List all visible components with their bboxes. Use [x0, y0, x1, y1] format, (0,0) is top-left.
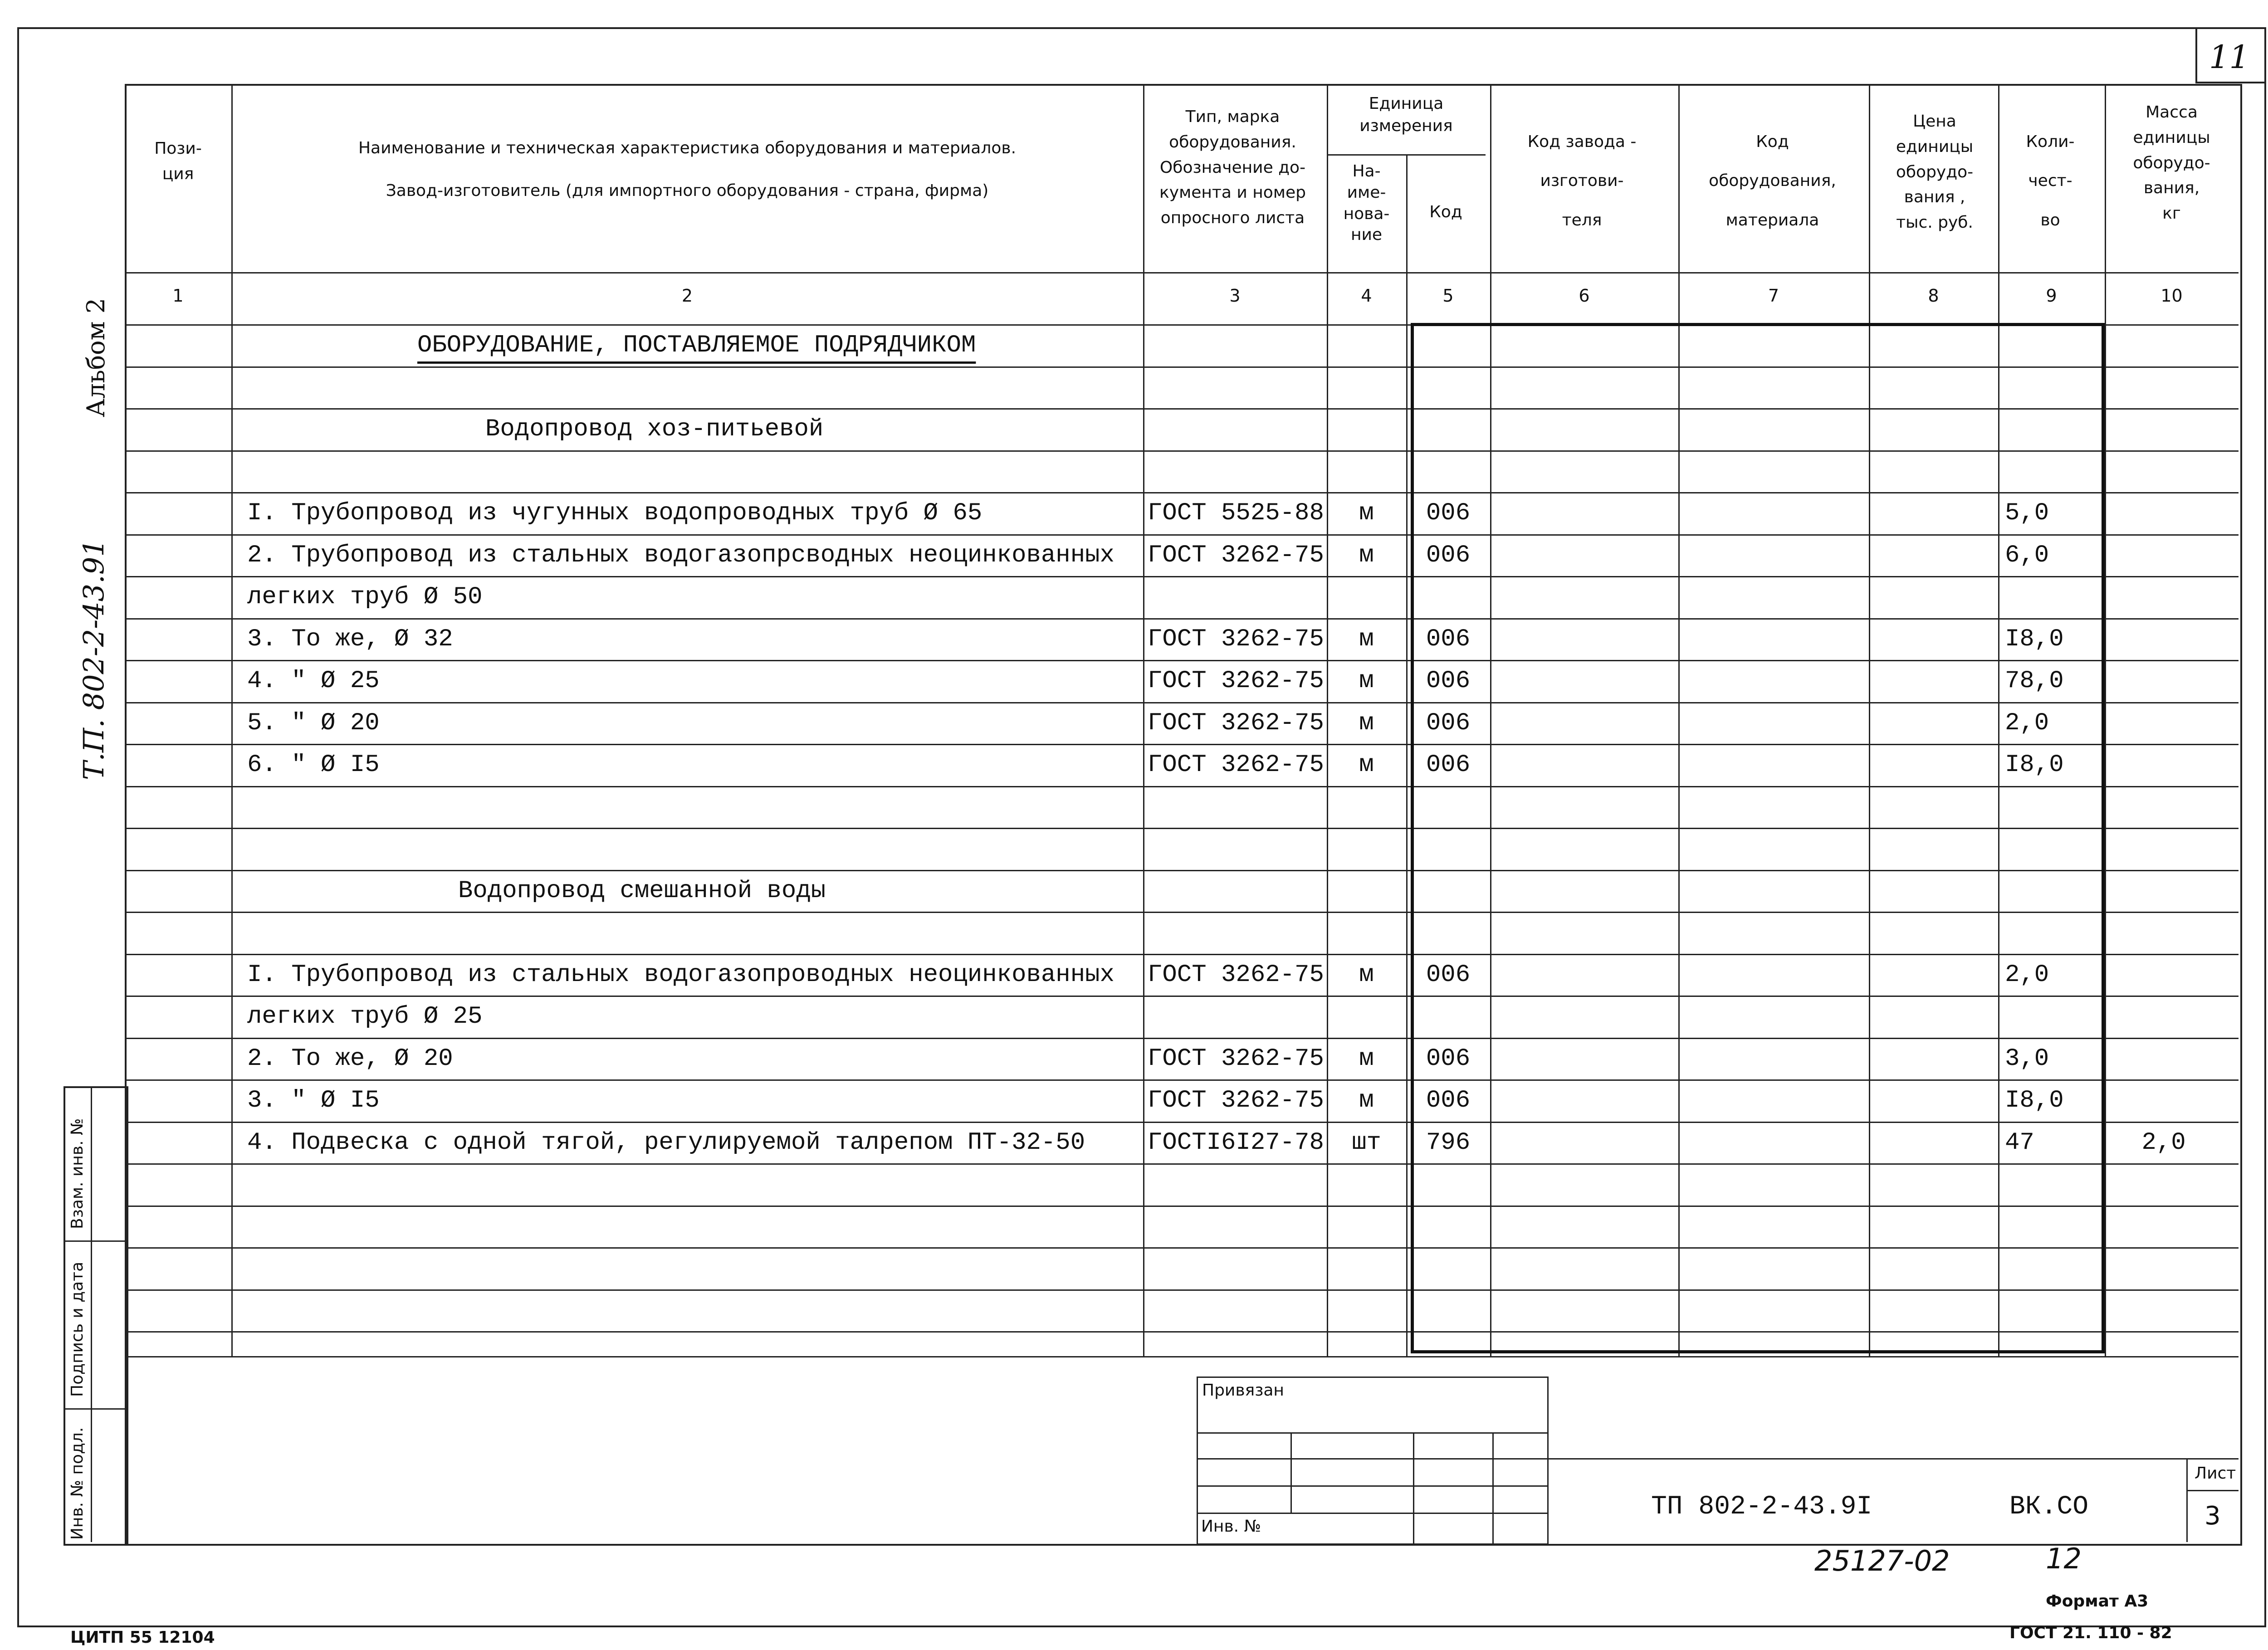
- cell-doc: ГОСТ 3262-75: [1148, 1087, 1324, 1114]
- handwritten-code: Т.П. 802-2-43.91: [77, 539, 110, 780]
- cell-name: I. Трубопровод из чугунных водопроводных труб Ø 65: [247, 499, 982, 527]
- cell-qty: 5,0: [2005, 499, 2049, 527]
- cell-unit: м: [1359, 709, 1374, 737]
- cell-qty: I8,0: [2005, 625, 2064, 653]
- privyazan-label: Привязан: [1202, 1381, 1284, 1400]
- list-label: Лист: [2195, 1464, 2236, 1483]
- cell-qty: I8,0: [2005, 1087, 2064, 1114]
- cell-code: 006: [1426, 541, 1471, 569]
- cell-code: 006: [1426, 961, 1471, 989]
- header-unit-code: Код: [1429, 203, 1462, 221]
- header-type-doc: Тип, марка оборудования. Обозначение до- кумента и номер опросного листа: [1159, 107, 1306, 228]
- column-number: 3: [1229, 286, 1241, 306]
- column-number: 4: [1361, 286, 1372, 306]
- cell-code: 006: [1426, 499, 1471, 527]
- column-number: 7: [1768, 286, 1779, 306]
- cell-unit: м: [1359, 1045, 1374, 1073]
- cell-name: 3. То же, Ø 32: [247, 625, 453, 653]
- cell-qty: 3,0: [2005, 1045, 2049, 1073]
- inv-podl-label: Инв. № подл.: [68, 1427, 87, 1540]
- header-mass: Масса единицы оборудо- вания, кг: [2133, 103, 2210, 223]
- cell-code: 006: [1426, 667, 1471, 695]
- cell-qty: I8,0: [2005, 751, 2064, 779]
- column-number: 1: [172, 286, 184, 306]
- cell-doc: ГОСТ 3262-75: [1148, 625, 1324, 653]
- cell-unit: м: [1359, 961, 1374, 989]
- cell-code: 006: [1426, 1087, 1471, 1114]
- cell-doc: ГОСТ 3262-75: [1148, 961, 1324, 989]
- cell-code: 006: [1426, 625, 1471, 653]
- project-code: ТП 802-2-43.9I: [1651, 1492, 1872, 1522]
- cell-name: 4. " Ø 25: [247, 667, 380, 695]
- cell-name: Водопровод смешанной воды: [458, 877, 826, 905]
- cell-name: Водопровод хоз-питьевой: [485, 415, 824, 443]
- cell-name: 4. Подвеска с одной тягой, регулируемой талрепом ПТ-32-50: [247, 1128, 1085, 1157]
- cell-code: 796: [1426, 1128, 1471, 1157]
- cell-doc: ГОСТI6I27-78: [1148, 1128, 1324, 1157]
- cell-name: 2. Трубопровод из стальных водогазопрсводных неоцинкованных: [247, 541, 1114, 569]
- cell-qty: 78,0: [2005, 667, 2064, 695]
- column-number: 5: [1442, 286, 1454, 306]
- cell-name: 2. То же, Ø 20: [247, 1045, 453, 1073]
- cell-unit: м: [1359, 751, 1374, 779]
- cell-mass: 2,0: [2141, 1128, 2186, 1157]
- list-number: 3: [2204, 1501, 2221, 1531]
- cell-unit: м: [1359, 499, 1374, 527]
- cell-qty: 2,0: [2005, 709, 2049, 737]
- cell-name: легких труб Ø 25: [247, 1003, 483, 1030]
- cell-name: I. Трубопровод из стальных водогазопроводных неоцинкованных: [247, 961, 1114, 989]
- cell-unit: м: [1359, 1087, 1374, 1114]
- cell-unit: м: [1359, 541, 1374, 569]
- cell-unit: м: [1359, 625, 1374, 653]
- vzam-inv-label: Взам. инв. №: [68, 1118, 87, 1229]
- column-number: 9: [2046, 286, 2057, 306]
- cell-qty: 47: [2005, 1128, 2034, 1157]
- footer-gost: ГОСТ 21. 110 - 82: [2009, 1624, 2172, 1642]
- footer-format: Формат А3: [2046, 1592, 2149, 1611]
- cell-doc: ГОСТ 3262-75: [1148, 709, 1324, 737]
- corner-number: 11: [2209, 39, 2250, 76]
- footer-left-code: ЦИТП 55 12104: [70, 1628, 215, 1647]
- header-position: Пози- ция: [154, 139, 202, 183]
- podpis-label: Подпись и дата: [68, 1261, 87, 1397]
- column-number: 8: [1928, 286, 1939, 306]
- inv-no-label: Инв. №: [1201, 1517, 1261, 1536]
- cell-unit: шт: [1352, 1128, 1381, 1157]
- cell-doc: ГОСТ 5525-88: [1148, 499, 1324, 527]
- cell-code: 006: [1426, 751, 1471, 779]
- column-number: 2: [681, 286, 693, 306]
- cell-qty: 2,0: [2005, 961, 2049, 989]
- header-unit-name: На- име- нова- ние: [1343, 162, 1390, 244]
- album-label: Альбом 2: [82, 298, 110, 417]
- document-mark: ВК.СО: [2009, 1492, 2089, 1522]
- cell-name: ОБОРУДОВАНИЕ, ПОСТАВЛЯЕМОЕ ПОДРЯДЧИКОМ: [417, 332, 976, 359]
- handwritten-stamp-num: 12: [2046, 1542, 2082, 1575]
- handwritten-stamp-code: 25127-02: [1814, 1544, 1950, 1577]
- cell-qty: 6,0: [2005, 541, 2049, 569]
- header-name: Наименование и техническая характеристика оборудования и материалов. Завод-изготовитель (для импортного оборудования - страна, фирма): [358, 139, 1017, 200]
- cell-name: 5. " Ø 20: [247, 709, 380, 737]
- column-number: 6: [1579, 286, 1590, 306]
- cell-code: 006: [1426, 709, 1471, 737]
- header-unit-group: Единица измерения: [1359, 94, 1453, 135]
- cell-doc: ГОСТ 3262-75: [1148, 541, 1324, 569]
- header-manufacturer-code: Код завода - изготови- теля: [1527, 132, 1637, 229]
- cell-code: 006: [1426, 1045, 1471, 1073]
- cell-doc: ГОСТ 3262-75: [1148, 751, 1324, 779]
- header-quantity: Коли- чест- во: [2026, 132, 2075, 229]
- header-price: Цена единицы оборудо- вания , тыс. руб.: [1896, 112, 1974, 232]
- cell-doc: ГОСТ 3262-75: [1148, 1045, 1324, 1073]
- cell-name: 6. " Ø I5: [247, 751, 380, 779]
- cell-name: легких труб Ø 50: [247, 583, 483, 611]
- header-equipment-code: Код оборудования, материала: [1709, 132, 1836, 229]
- cell-unit: м: [1359, 667, 1374, 695]
- column-number: 10: [2160, 286, 2183, 306]
- cell-name: 3. " Ø I5: [247, 1087, 380, 1114]
- cell-doc: ГОСТ 3262-75: [1148, 667, 1324, 695]
- bold-block: [1411, 323, 2105, 1353]
